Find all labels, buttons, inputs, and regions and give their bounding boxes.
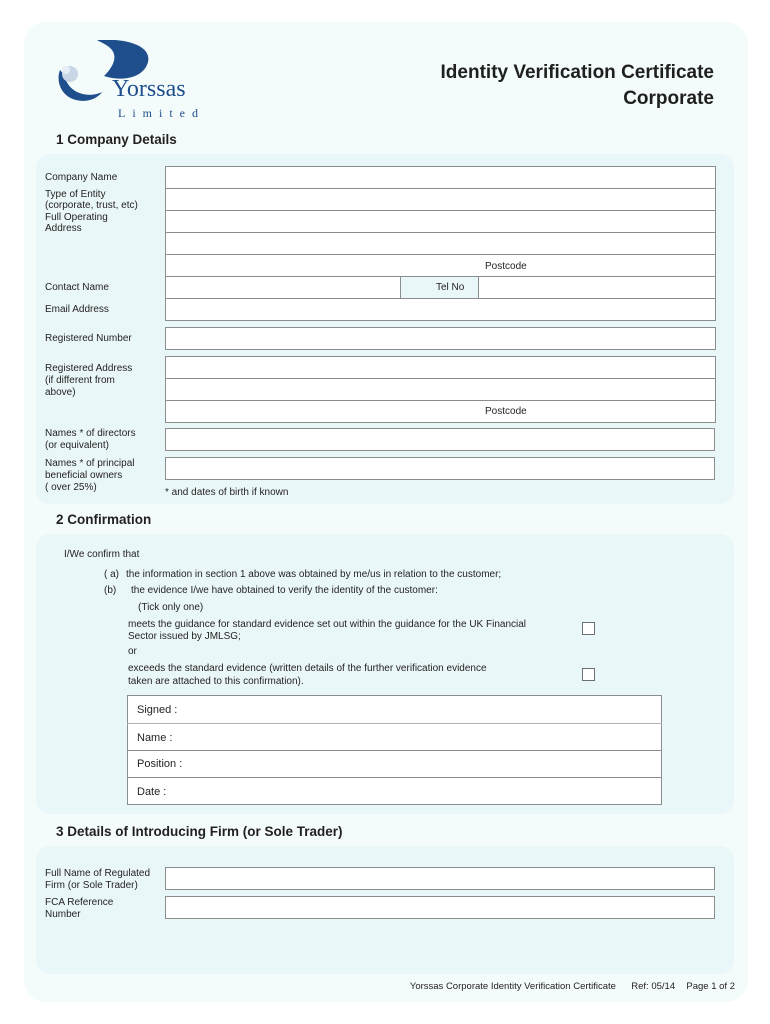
email-address-field[interactable] [165, 298, 716, 321]
item-a-marker: ( a) [104, 569, 119, 580]
label-or-equivalent: (or equivalent) [45, 440, 109, 451]
position-field[interactable] [195, 751, 660, 777]
label-above: above) [45, 387, 76, 398]
dob-footnote: * and dates of birth if known [165, 487, 289, 498]
postcode-label: Postcode [485, 261, 527, 272]
section-2-title: 2 Confirmation [56, 512, 152, 527]
tel-no-label: Tel No [436, 282, 465, 293]
item-b-marker: (b) [104, 585, 117, 596]
label-registered-address: Registered Address [45, 363, 133, 374]
footer [410, 981, 735, 992]
label-type-of-entity: Type of Entity [45, 189, 106, 200]
logo-company-name: Yorssas [112, 76, 186, 102]
option-2-line-1: exceeds the standard evidence (written details of the further verification evidence [128, 663, 487, 674]
directors-field[interactable] [165, 428, 715, 451]
row-divider [165, 400, 716, 401]
operating-address-line-2[interactable] [165, 233, 716, 255]
company-logo [52, 40, 212, 122]
name-field[interactable] [190, 724, 660, 750]
label-email-address: Email Address [45, 304, 109, 315]
label-registered-number: Registered Number [45, 333, 132, 344]
or-text: or [128, 646, 137, 657]
item-a-text: the information in section 1 above was obtained by me/us in relation to the customer; [126, 569, 502, 580]
company-name-field[interactable] [165, 166, 716, 189]
contact-name-field[interactable] [165, 277, 400, 298]
label-fca-2: Number [45, 909, 81, 920]
section-3-title: 3 Details of Introducing Firm (or Sole Trader) [56, 824, 343, 839]
label-full-operating: Full Operating [45, 212, 108, 223]
section-1-title: 1 Company Details [56, 132, 177, 147]
date-field[interactable] [180, 778, 660, 804]
footer-ref: Ref: 05/14 [631, 981, 676, 992]
option-2-line-2: taken are attached to this confirmation). [128, 676, 304, 687]
document-title [441, 60, 714, 112]
fca-reference-field[interactable] [165, 896, 715, 919]
date-label: Date : [137, 786, 167, 798]
item-b-text: the evidence I/we have obtained to verify the identity of the customer: [131, 585, 438, 596]
label-address: Address [45, 223, 82, 234]
title-line-1: Identity Verification Certificate [440, 62, 714, 83]
operating-address-line-1[interactable] [165, 211, 716, 233]
title-line-2: Corporate [623, 88, 714, 109]
beneficial-owners-field[interactable] [165, 457, 715, 480]
label-if-different: (if different from [45, 375, 115, 386]
footer-doc-name: Yorssas Corporate Identity Verification Certificate [409, 981, 616, 992]
tel-no-field[interactable] [478, 277, 716, 298]
row-divider [165, 254, 716, 255]
label-company-name: Company Name [45, 172, 118, 183]
label-contact-name: Contact Name [45, 282, 109, 293]
option-1-line-2: Sector issued by JMLSG; [128, 631, 241, 642]
option-1-line-1: meets the guidance for standard evidence set out within the guidance for the UK Financial [128, 619, 527, 630]
type-of-entity-field[interactable] [165, 189, 716, 211]
signed-label: Signed : [137, 704, 178, 716]
label-beneficial-owners: beneficial owners [45, 470, 123, 481]
signed-field[interactable] [190, 696, 660, 722]
postcode-label-registered: Postcode [485, 406, 527, 417]
label-full-name-2: Firm (or Sole Trader) [45, 880, 138, 891]
registered-address-line-2[interactable] [165, 379, 716, 400]
tick-only-one: (Tick only one) [138, 602, 204, 613]
label-full-name-1: Full Name of Regulated [45, 868, 151, 879]
option-1-checkbox[interactable] [582, 622, 595, 635]
logo-company-suffix: Limited [118, 106, 205, 120]
position-label: Position : [137, 758, 183, 770]
registered-address-line-1[interactable] [165, 356, 716, 378]
label-type-of-entity-hint: (corporate, trust, etc) [45, 200, 138, 211]
option-2-checkbox[interactable] [582, 668, 595, 681]
label-over-25: ( over 25%) [45, 482, 97, 493]
label-names-directors: Names * of directors [45, 428, 136, 439]
name-label: Name : [137, 732, 173, 744]
regulated-firm-name-field[interactable] [165, 867, 715, 890]
footer-page: Page 1 of 2 [686, 981, 735, 992]
confirm-intro: I/We confirm that [64, 549, 140, 560]
label-fca-1: FCA Reference [45, 897, 114, 908]
label-names-principal: Names * of principal [45, 458, 135, 469]
registered-number-field[interactable] [165, 327, 716, 350]
